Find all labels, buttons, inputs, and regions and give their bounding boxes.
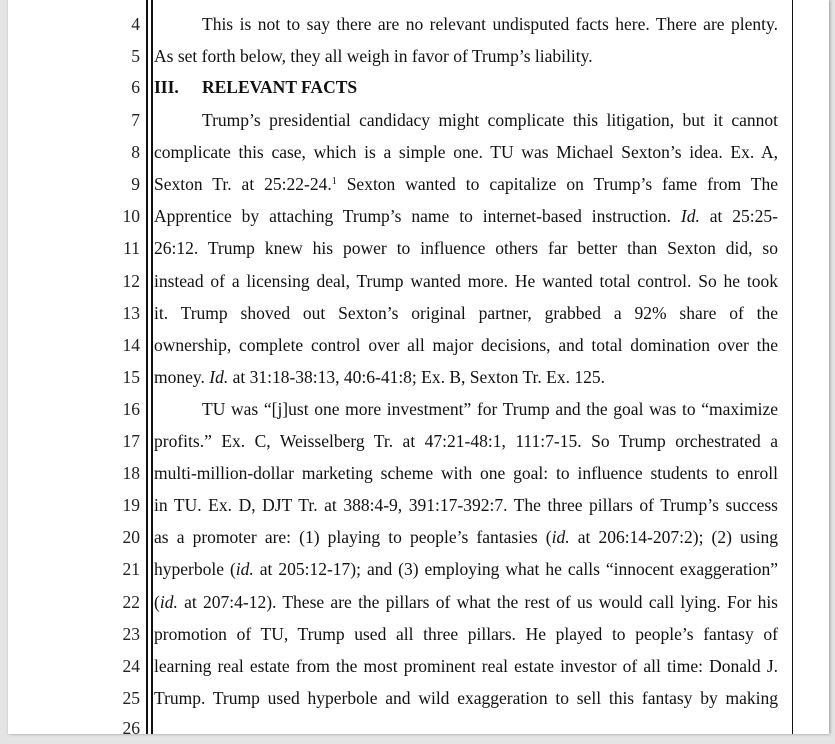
line-text: TU was “[j]ust one more investment” for Trump and the goal was to “maximize [202,399,778,419]
line-text [154,586,778,618]
line-number: 9 [131,174,140,194]
pleading-line [8,553,829,585]
pleading-line [8,618,829,650]
italic-citation: Id. [209,367,229,387]
pleading-line [8,200,829,232]
line-text [154,200,778,232]
line-number: 7 [131,110,140,130]
pleading-line [8,168,829,200]
italic-citation: id. [235,559,254,579]
line-number: 13 [122,303,140,323]
text-segment: Sexton wanted to capitalize on Trump’s fame from The [336,174,778,194]
line-number: 22 [122,592,140,612]
italic-citation: Id. [680,206,700,226]
pleading-line [8,8,829,40]
pleading-line [8,136,829,168]
line-text [154,361,778,393]
line-text [154,521,778,553]
text-segment: at 207:4-12). These are the pillars of what the rest of us would call lying. For his [177,592,778,612]
line-text: in TU. Ex. D, DJT Tr. at 388:4-9, 391:17-392:7. The three pillars of Trump’s success [154,495,778,515]
pleading-line [8,71,829,103]
text-segment: Sexton Tr. at 25:22-24. [154,174,332,194]
line-text [154,553,778,585]
line-number: 14 [122,335,140,355]
text-segment: as a promoter are: (1) playing to people’s fantasies ( [154,527,552,547]
text-segment: money. [154,367,210,387]
line-number: 25 [122,688,140,708]
line-number: 18 [122,463,140,483]
line-number: 8 [131,142,140,162]
line-text: As set forth below, they all weigh in favor of Trump’s liability. [154,46,593,66]
line-number: 21 [122,559,140,579]
line-number: 17 [122,431,140,451]
section-heading [154,71,778,103]
line-text: it. Trump shoved out Sexton’s original partner, grabbed a 92% share of the [154,303,778,323]
pleading-line [8,489,829,521]
line-text [154,168,778,200]
line-number: 26 [122,718,140,738]
pleading-line [8,521,829,553]
italic-citation: id. [159,592,178,612]
document-page [8,0,829,738]
pleading-line [8,712,829,744]
pleading-line [8,329,829,361]
line-text: ownership, complete control over all major decisions, and total domination over the [154,335,778,355]
pleading-line [8,425,829,457]
line-number: 5 [131,46,140,66]
line-number: 10 [122,206,140,226]
text-segment: at 205:12-17); and (3) employing what he calls “innocent exaggeration” [253,559,778,579]
line-number: 20 [122,527,140,547]
pleading-line [8,682,829,714]
line-number: 23 [122,624,140,644]
text-segment: at 31:18-38:13, 40:6-41:8; Ex. B, Sexton Tr. Ex. 125. [228,367,605,387]
line-text: complicate this case, which is a simple one. TU was Michael Sexton’s idea. Ex. A, [154,142,778,162]
line-text: 26:12. Trump knew his power to influence others far better than Sexton did, so [154,238,778,258]
pleading-line [8,586,829,618]
pleading-line [8,40,829,72]
line-number: 15 [122,367,140,387]
line-text: learning real estate from the most prominent real estate investor of all time: Donald J. [154,656,778,676]
pleading-line [8,297,829,329]
pleading-line [8,232,829,264]
pleading-line [8,393,829,425]
line-text: instead of a licensing deal, Trump wanted more. He wanted total control. So he took [154,271,778,291]
text-segment: hyperbole ( [154,559,236,579]
line-text: Trump’s presidential candidacy might complicate this litigation, but it cannot [202,110,778,130]
line-number: 4 [131,14,140,34]
text-segment: at 206:14-207:2); (2) using [569,527,778,547]
pleading-line [8,457,829,489]
line-text: profits.” Ex. C, Weisselberg Tr. at 47:21-48:1, 111:7-15. So Trump orchestrated a [154,431,778,451]
footnote-marker[interactable]: 1 [331,176,337,187]
pleading-line [8,265,829,297]
pleading-line [8,104,829,136]
line-number: 24 [122,656,140,676]
line-text: Trump. Trump used hyperbole and wild exaggeration to sell this fantasy by making [154,688,778,708]
line-number: 16 [122,399,140,419]
text-segment: Apprentice by attaching Trump’s name to internet-based instruction. [154,206,681,226]
section-number: III. [154,77,179,97]
line-text: multi-million-dollar marketing scheme with one goal: to influence students to enroll [154,463,778,483]
pleading-line [8,361,829,393]
line-number: 12 [122,271,140,291]
line-text: This is not to say there are no relevant undisputed facts here. There are plenty. [202,14,778,34]
line-number: 11 [123,238,140,258]
section-title: RELEVANT FACTS [202,77,358,97]
text-segment: ( [154,592,160,612]
pleading-line [8,650,829,682]
text-segment: at 25:25- [699,206,779,226]
line-number: 19 [122,495,140,515]
line-text: promotion of TU, Trump used all three pillars. He played to people’s fantasy of [154,624,778,644]
italic-citation: id. [551,527,570,547]
line-number: 6 [131,77,140,97]
